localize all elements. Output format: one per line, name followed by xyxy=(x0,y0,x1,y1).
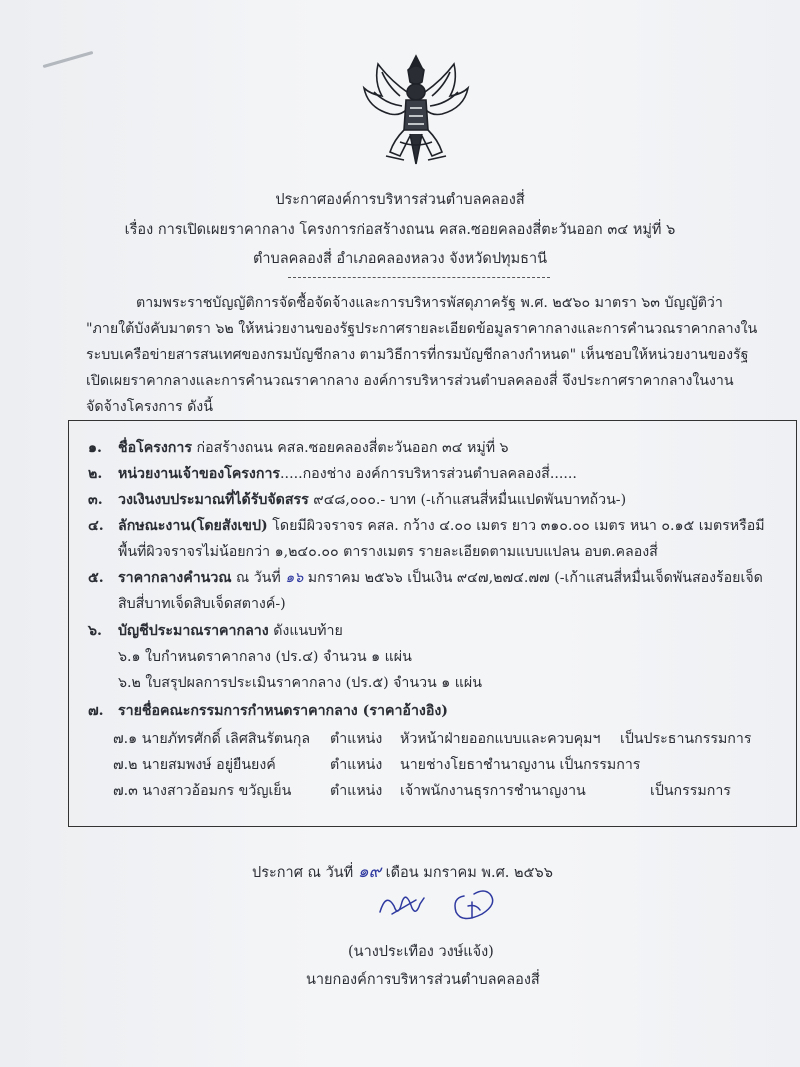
committee-position-label: ตำแหน่ง xyxy=(330,757,383,773)
subitem-price-form-5: ๖.๒ ใบสรุปผลการประเมินราคากลาง (ปร.๕) จำนวน ๑ แผ่น xyxy=(118,675,482,691)
header-title: ประกาศองค์การบริหารส่วนตำบลคลองสี่ xyxy=(275,192,525,208)
intro-line: ระบบเครือข่ายสารสนเทศของกรมบัญชีกลาง ตามวิธีการที่กรมบัญชีกลางกำหนด" เห็นชอบให้หน่วยงานของรัฐ xyxy=(86,347,749,363)
item-budget xyxy=(88,489,626,511)
intro-line: เปิดเผยราคากลางและการคำนวณราคากลาง องค์การบริหารส่วนตำบลคลองสี่ จึงประกาศราคากลางในงาน xyxy=(86,373,734,389)
item-label: หน่วยงานเจ้าของโครงการ xyxy=(118,466,281,482)
item-label: บัญชีประมาณราคากลาง xyxy=(118,623,269,639)
header-location: ตำบลคลองสี่ อำเภอคลองหลวง จังหวัดปทุมธานี xyxy=(252,251,548,267)
signer-title: นายกองค์การบริหารส่วนตำบลคลองสี่ xyxy=(306,972,540,988)
garuda-emblem-icon xyxy=(360,52,472,170)
committee-role: เป็นประธานกรรมการ xyxy=(620,731,752,747)
intro-paragraph xyxy=(86,290,776,420)
intro-line: "ภายใต้บังคับมาตรา ๖๒ ให้หน่วยงานของรัฐประกาศรายละเอียดข้อมูลราคากลางและการคำนวณราคากลางใน xyxy=(86,321,758,337)
announcement-date xyxy=(252,858,553,885)
item-number: ๗. xyxy=(88,703,104,719)
handwritten-signature-icon xyxy=(372,884,522,930)
item-owner-agency xyxy=(88,463,577,485)
committee-member-name: ๗.๒ นายสมพงษ์ อยู่ยืนยงค์ xyxy=(113,757,276,773)
committee-member-name: ๗.๑ นายภัทรศักดิ์ เลิศสินรัตนกุล xyxy=(113,731,311,747)
item-value: ๙๔๘,๐๐๐.- บาท (-เก้าแสนสี่หมื่นแปดพันบาทถ้วน-) xyxy=(308,492,627,508)
committee-role: เป็นกรรมการ xyxy=(650,783,731,799)
item-work-description-cont: พื้นที่ผิวจราจรไม่น้อยกว่า ๑,๒๔๐.๐๐ ตารางเมตร รายละเอียดตามแบบแปลน อบต.คลองสี่ xyxy=(118,544,658,560)
item-reference-price-cont: สิบสี่บาทเจ็ดสิบเจ็ดสตางค์-) xyxy=(118,596,286,612)
intro-line: จัดจ้างโครงการ ดังนี้ xyxy=(86,399,213,415)
item-value: มกราคม ๒๕๖๖ เป็นเงิน ๙๔๗,๒๗๔.๗๗ (-เก้าแสนสี่หมื่นเจ็ดพันสองร้อยเจ็ด xyxy=(303,570,763,586)
item-value: .....กองช่าง องค์การบริหารส่วนตำบลคลองสี่...... xyxy=(280,466,577,482)
signer-name: (นางประเทือง วงษ์แจ้ง) xyxy=(348,944,494,960)
item-value: ดังแนบท้าย xyxy=(268,623,343,639)
item-committee xyxy=(88,700,448,722)
item-value: โดยมีผิวจราจร คสล. กว้าง ๔.๐๐ เมตร ยาว ๓๑๐.๐๐ เมตร หนา ๐.๑๕ เมตรหรือมี xyxy=(267,518,765,534)
item-date-prefix: ณ วันที่ xyxy=(231,570,286,586)
committee-position-label: ตำแหน่ง xyxy=(330,783,383,799)
item-number: ๔. xyxy=(88,518,104,534)
item-number: ๒. xyxy=(88,466,103,482)
announce-month-year: เดือน มกราคม พ.ศ. ๒๕๖๖ xyxy=(385,865,553,881)
pen-mark xyxy=(43,51,94,68)
header-divider xyxy=(288,277,550,278)
handwritten-day: ๑๖ xyxy=(285,570,304,586)
header-subject: เรื่อง การเปิดเผยราคากลาง โครงการก่อสร้างถนน คสล.ซอยคลองสี่ตะวันออก ๓๔ หมู่ที่ ๖ xyxy=(124,222,676,238)
item-value: ก่อสร้างถนน คสล.ซอยคลองสี่ตะวันออก ๓๔ หมู่ที่ ๖ xyxy=(192,440,509,456)
committee-position: เจ้าพนักงานธุรการชำนาญงาน xyxy=(400,783,586,799)
item-number: ๕. xyxy=(88,570,104,586)
item-label: ชื่อโครงการ xyxy=(118,440,192,456)
item-label: ลักษณะงาน(โดยสังเขป) xyxy=(118,518,268,534)
item-number: ๓. xyxy=(88,492,103,508)
item-number: ๑. xyxy=(88,440,102,456)
announce-prefix: ประกาศ ณ วันที่ xyxy=(252,865,354,881)
subitem-price-form-4: ๖.๑ ใบกำหนดราคากลาง (ปร.๔) จำนวน ๑ แผ่น xyxy=(118,649,412,665)
intro-line: ตามพระราชบัญญัติการจัดซื้อจัดจ้างและการบริหารพัสดุภาครัฐ พ.ศ. ๒๕๖๐ มาตรา ๖๓ บัญญัติว่า xyxy=(136,295,723,311)
item-label: ราคากลางคำนวณ xyxy=(118,570,232,586)
item-project-name xyxy=(88,437,509,459)
item-work-description xyxy=(88,515,765,537)
handwritten-day: ๑๙ xyxy=(357,862,382,882)
item-label: วงเงินงบประมาณที่ได้รับจัดสรร xyxy=(118,492,309,508)
item-reference-price xyxy=(88,567,763,589)
item-number: ๖. xyxy=(88,623,102,639)
committee-position-label: ตำแหน่ง xyxy=(330,731,383,747)
committee-member-name: ๗.๓ นางสาวอ้อมกร ขวัญเย็น xyxy=(113,783,292,799)
item-price-sheet xyxy=(88,620,343,642)
committee-position: นายช่างโยธาชำนาญงาน เป็นกรรมการ xyxy=(400,757,641,773)
committee-position: หัวหน้าฝ่ายออกแบบและควบคุมฯ xyxy=(400,731,601,747)
item-label: รายชื่อคณะกรรมการกำหนดราคากลาง (ราคาอ้างอิง) xyxy=(118,703,448,719)
